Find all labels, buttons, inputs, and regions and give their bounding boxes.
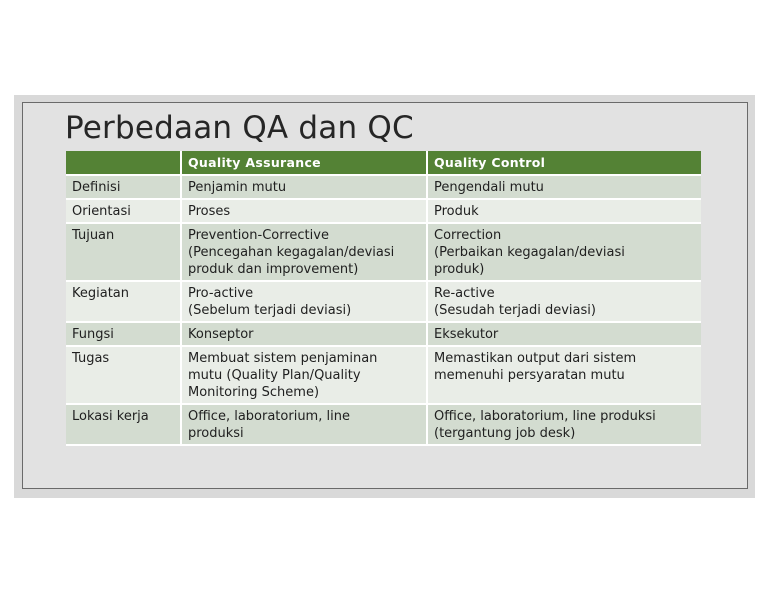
cell-line: Membuat sistem penjaminan	[188, 351, 378, 366]
cell-line: Proses	[188, 204, 231, 219]
table-row	[66, 200, 701, 224]
row-label: Tugas	[66, 347, 182, 405]
cell-line: Prevention-Corrective	[188, 228, 329, 243]
cell-line: Produk	[434, 204, 479, 219]
table-row	[66, 176, 701, 200]
cell-line: Konseptor	[188, 327, 254, 342]
cell-line: mutu (Quality Plan/Quality	[188, 368, 361, 383]
table-row	[66, 282, 701, 323]
cell-line: (Sesudah terjadi deviasi)	[434, 303, 596, 318]
cell-line: (Sebelum terjadi deviasi)	[188, 303, 352, 318]
cell-line: Monitoring Scheme)	[188, 385, 320, 400]
cell-line: Correction	[434, 228, 502, 243]
header-empty	[66, 151, 182, 176]
cell-line: produksi	[188, 426, 244, 441]
cell-line: produk dan improvement)	[188, 262, 359, 277]
slide-title: Perbedaan QA dan QC	[65, 110, 414, 146]
table-row	[66, 405, 701, 446]
cell-line: Re-active	[434, 286, 495, 301]
quality-control-cell	[428, 282, 701, 323]
row-label: Tujuan	[66, 224, 182, 282]
cell-line: Eksekutor	[434, 327, 499, 342]
row-label: Kegiatan	[66, 282, 182, 323]
table-row	[66, 224, 701, 282]
comparison-table	[66, 151, 701, 446]
quality-control-cell	[428, 224, 701, 282]
row-label: Lokasi kerja	[66, 405, 182, 446]
header-quality-assurance: Quality Assurance	[182, 151, 428, 176]
row-label: Orientasi	[66, 200, 182, 224]
cell-line: Office, laboratorium, line	[188, 409, 350, 424]
cell-line: Penjamin mutu	[188, 180, 287, 195]
quality-assurance-cell	[182, 224, 428, 282]
header-quality-control: Quality Control	[428, 151, 701, 176]
row-label: Definisi	[66, 176, 182, 200]
cell-line: Office, laboratorium, line produksi	[434, 409, 656, 424]
quality-assurance-cell	[182, 176, 428, 200]
cell-line: (Perbaikan kegagalan/deviasi	[434, 245, 625, 260]
cell-line: Memastikan output dari sistem	[434, 351, 637, 366]
table-row	[66, 347, 701, 405]
cell-line: Pengendali mutu	[434, 180, 544, 195]
quality-control-cell	[428, 405, 701, 446]
quality-control-cell	[428, 200, 701, 224]
quality-control-cell	[428, 323, 701, 347]
quality-assurance-cell	[182, 347, 428, 405]
cell-line: (Pencegahan kegagalan/deviasi	[188, 245, 395, 260]
quality-control-cell	[428, 176, 701, 200]
row-label: Fungsi	[66, 323, 182, 347]
quality-assurance-cell	[182, 323, 428, 347]
cell-line: produk)	[434, 262, 485, 277]
cell-line: (tergantung job desk)	[434, 426, 576, 441]
table-header-row	[66, 151, 701, 176]
quality-assurance-cell	[182, 200, 428, 224]
cell-line: memenuhi persyaratan mutu	[434, 368, 625, 383]
cell-line: Pro-active	[188, 286, 254, 301]
table-row	[66, 323, 701, 347]
quality-control-cell	[428, 347, 701, 405]
quality-assurance-cell	[182, 282, 428, 323]
quality-assurance-cell	[182, 405, 428, 446]
